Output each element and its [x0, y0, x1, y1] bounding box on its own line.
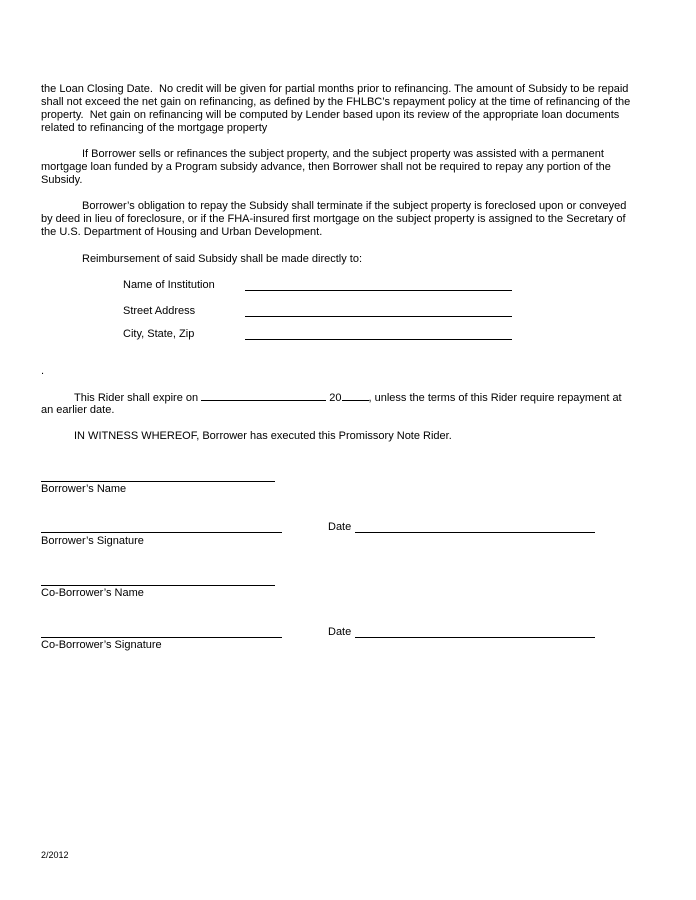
expiry-suffix: , unless the terms of this Rider require repayment at [368, 392, 622, 404]
city-state-zip-label: City, State, Zip [123, 328, 195, 340]
expiry-statement-line-2: an earlier date. [41, 404, 115, 416]
coborrower-signature-line[interactable] [41, 637, 282, 638]
city-state-zip-field[interactable] [245, 339, 512, 340]
institution-name-field[interactable] [245, 290, 512, 291]
borrower-date-line[interactable] [355, 532, 595, 533]
borrower-signature-line[interactable] [41, 532, 282, 533]
expiry-date-field[interactable] [201, 391, 326, 401]
coborrower-signature-label: Co-Borrower’s Signature [41, 639, 162, 651]
expiry-year-field[interactable] [342, 391, 369, 401]
expiry-century: 20 [329, 392, 342, 404]
paragraph-termination-line-1: Borrower’s obligation to repay the Subsidy shall terminate if the subject property is foreclosed upon or conveyed [82, 200, 627, 212]
institution-name-label: Name of Institution [123, 279, 215, 291]
borrower-signature-label: Borrower’s Signature [41, 535, 144, 547]
paragraph-refinancing-line-1: the Loan Closing Date. No credit will be given for partial months prior to refinancing. The amount of Subsidy to be repaid [41, 83, 629, 95]
coborrower-name-line[interactable] [41, 585, 275, 586]
paragraph-refinancing-line-2: shall not exceed the net gain on refinancing, as defined by the FHLBC’s repayment policy at the time of refinancing of the [41, 96, 631, 108]
paragraph-refinancing-line-3: property. Net gain on refinancing will be computed by Lender based upon its review of the appropriate loan documents [41, 109, 620, 121]
coborrower-name-label: Co-Borrower’s Name [41, 587, 144, 599]
revision-date-footer: 2/2012 [41, 850, 69, 860]
borrower-date-label: Date [328, 521, 352, 533]
paragraph-termination-line-3: the U.S. Department of Housing and Urban Development. [41, 226, 323, 238]
reimbursement-statement: Reimbursement of said Subsidy shall be made directly to: [82, 253, 363, 265]
coborrower-date-label: Date [328, 626, 352, 638]
paragraph-sale-line-3: Subsidy. [41, 174, 83, 186]
expiry-prefix: This Rider shall expire on [74, 392, 199, 404]
paragraph-refinancing-line-4: related to refinancing of the mortgage property [41, 122, 268, 134]
borrower-name-label: Borrower’s Name [41, 483, 127, 495]
coborrower-date-line[interactable] [355, 637, 595, 638]
expiry-statement [74, 391, 622, 405]
stray-period: . [41, 365, 45, 377]
street-address-label: Street Address [123, 305, 196, 317]
paragraph-termination-line-2: by deed in lieu of foreclosure, or if the FHA-insured first mortgage on the subject property is assigned to the Secretary of [41, 213, 626, 225]
paragraph-sale-line-1: If Borrower sells or refinances the subject property, and the subject property was assisted with a permanent [82, 148, 604, 160]
street-address-field[interactable] [245, 316, 512, 317]
paragraph-sale-line-2: mortgage loan funded by a Program subsidy advance, then Borrower shall not be required to repay any portion of the [41, 161, 611, 173]
witness-statement: IN WITNESS WHEREOF, Borrower has executed this Promissory Note Rider. [74, 430, 452, 442]
borrower-name-line[interactable] [41, 481, 275, 482]
